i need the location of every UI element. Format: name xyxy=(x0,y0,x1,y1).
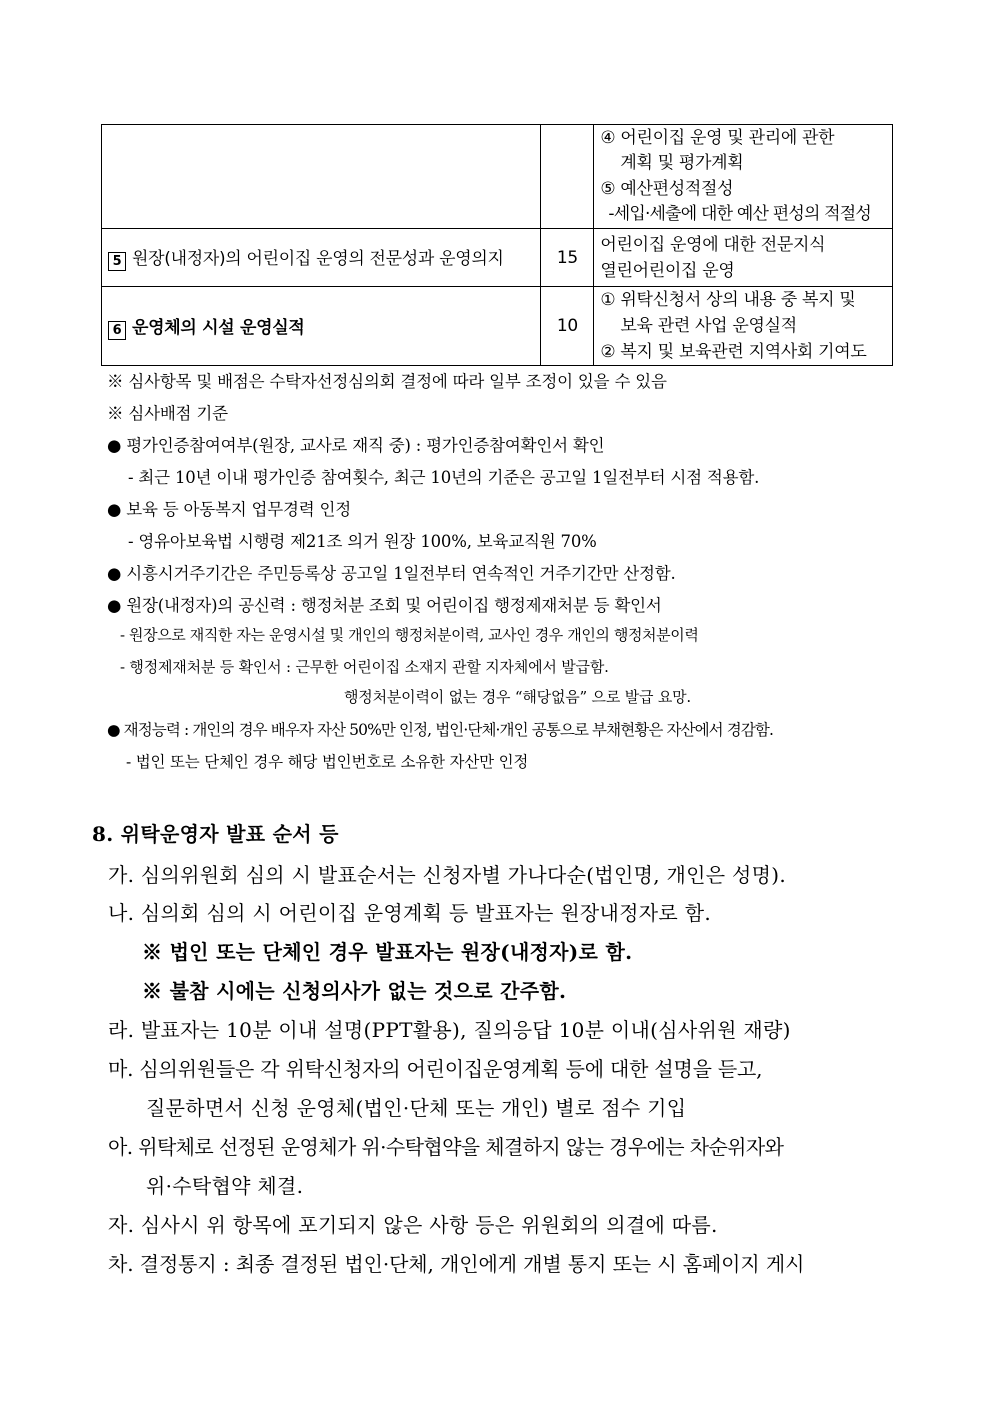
item-label: 운영체의 시설 운영실적 xyxy=(132,317,305,338)
section-item: 가. 심의위원회 심의 시 발표순서는 신청자별 가나다순(법인명, 개인은 성명). xyxy=(108,863,787,887)
item-cell xyxy=(102,229,541,287)
section-item: 아. 위탁체로 선정된 운영체가 위·수탁협약을 체결하지 않는 경우에는 차순위자와 xyxy=(108,1135,784,1159)
note-line: ※ 심사배점 기준 xyxy=(107,404,228,423)
note-bullet: ● 시흥시거주기간은 주민등록상 공고일 1일전부터 연속적인 거주기간만 산정함. xyxy=(107,564,676,583)
section-notice: ※ 불참 시에는 신청의사가 없는 것으로 간주함. xyxy=(142,979,567,1003)
criteria-line: 어린이집 운영에 대한 전문지식 xyxy=(600,234,826,255)
note-bullet: ● 보육 등 아동복지 업무경력 인정 xyxy=(107,500,352,519)
item-cell xyxy=(102,287,541,366)
table-row xyxy=(102,287,893,366)
points-cell: 10 xyxy=(541,287,594,366)
note-line: - 행정제재처분 등 확인서 : 근무한 어린이집 소재지 관할 지자체에서 발급함. xyxy=(120,658,609,676)
criteria-line: ⑤ 예산편성적절성 xyxy=(600,178,734,199)
criteria-line: ① 위탁신청서 상의 내용 중 복지 및 xyxy=(600,290,856,310)
note-bullet: ● 재정능력 : 개인의 경우 배우자 자산 50%만 인정, 법인·단체·개인 공통으로 부채현황은 자산에서 경감함. xyxy=(107,721,774,739)
note-bullet: ● 원장(내정자)의 공신력 : 행정처분 조회 및 어린이집 행정제재처분 등 확인서 xyxy=(107,596,662,615)
note-line: - 원장으로 재직한 자는 운영시설 및 개인의 행정처분이력, 교사인 경우 개인의 행정처분이력 xyxy=(120,626,699,644)
criteria-line: -세입·세출에 대한 예산 편성의 적절성 xyxy=(608,204,872,224)
criteria-cell xyxy=(594,287,893,366)
table-row xyxy=(102,229,893,287)
points-cell xyxy=(541,125,594,229)
section-item: 라. 발표자는 10분 이내 설명(PPT활용), 질의응답 10분 이내(심사위원 재량) xyxy=(108,1018,791,1042)
section-title: 8. 위탁운영자 발표 순서 등 xyxy=(92,822,339,846)
section-item: 마. 심의위원들은 각 위탁신청자의 어린이집운영계획 등에 대한 설명을 듣고, xyxy=(108,1057,763,1081)
note-line: - 영유아보육법 시행령 제21조 의거 원장 100%, 보육교직원 70% xyxy=(128,532,597,551)
points-cell: 15 xyxy=(541,229,594,287)
item-label: 원장(내정자)의 어린이집 운영의 전문성과 운영의지 xyxy=(132,249,504,269)
criteria-line: 계획 및 평가계획 xyxy=(620,153,744,173)
criteria-line: 보육 관련 사업 운영실적 xyxy=(620,316,797,336)
criteria-line: 열린어린이집 운영 xyxy=(600,260,735,281)
item-cell xyxy=(102,125,541,229)
section-item: 차. 결정통지 : 최종 결정된 법인·단체, 개인에게 개별 통지 또는 시 홈페이지 게시 xyxy=(108,1252,805,1276)
note-line: 행정처분이력이 없는 경우 “해당없음” 으로 발급 요망. xyxy=(344,688,692,706)
note-line: - 법인 또는 단체인 경우 해당 법인번호로 소유한 자산만 인정 xyxy=(126,753,529,771)
table-row xyxy=(102,125,893,229)
section-item: 나. 심의회 심의 시 어린이집 운영계획 등 발표자는 원장내정자로 함. xyxy=(108,901,711,925)
criteria-cell xyxy=(594,229,893,287)
section-item-cont: 위·수탁협약 체결. xyxy=(146,1174,304,1198)
note-line: ※ 심사항목 및 배점은 수탁자선정심의회 결정에 따라 일부 조정이 있을 수 있음 xyxy=(107,372,667,391)
section-item-cont: 질문하면서 신청 운영체(법인·단체 또는 개인) 별로 점수 기입 xyxy=(146,1096,687,1120)
note-line: - 최근 10년 이내 평가인증 참여횟수, 최근 10년의 기준은 공고일 1일전부터 시점 적용함. xyxy=(128,468,760,487)
item-number-box: 5 xyxy=(108,252,126,271)
note-bullet: ● 평가인증참여여부(원장, 교사로 재직 중) : 평가인증참여확인서 확인 xyxy=(107,436,605,455)
evaluation-table xyxy=(101,124,893,366)
criteria-line: ② 복지 및 보육관련 지역사회 기여도 xyxy=(600,342,867,362)
section-item: 자. 심사시 위 항목에 포기되지 않은 사항 등은 위원회의 의결에 따름. xyxy=(108,1213,718,1237)
item-number-box: 6 xyxy=(108,321,126,340)
criteria-cell xyxy=(594,125,893,229)
section-notice: ※ 법인 또는 단체인 경우 발표자는 원장(내정자)로 함. xyxy=(142,940,633,964)
criteria-line: ④ 어린이집 운영 및 관리에 관한 xyxy=(600,127,835,148)
